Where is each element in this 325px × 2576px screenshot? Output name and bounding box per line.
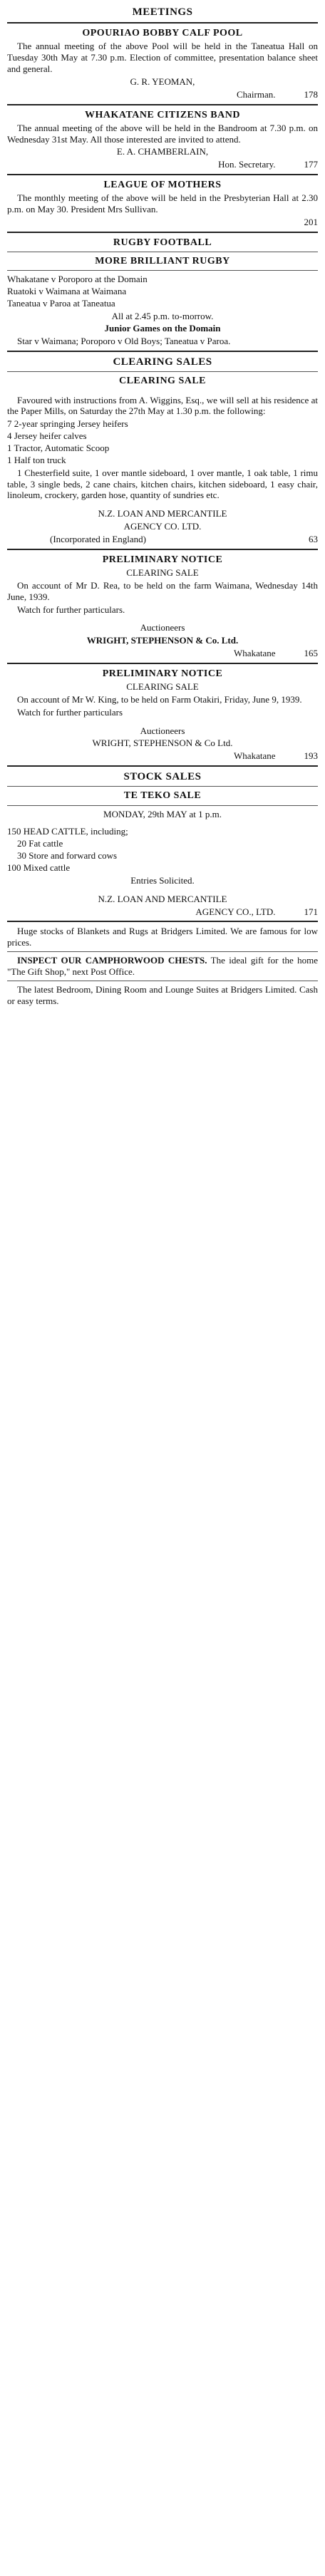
rugby-fixture: Ruatoki v Waimana at Waimana bbox=[7, 285, 127, 296]
league-mothers-body: The monthly meeting of the above will be held in the Presbyterian Hall at 2.30 p.m. on May 30. President Mrs Sullivan. bbox=[7, 192, 318, 215]
notice-title: PRELIMINARY NOTICE bbox=[102, 554, 223, 565]
ad-blankets: Huge stocks of Blankets and Rugs at Bridgers Limited. We are famous for low prices. bbox=[7, 926, 318, 948]
preliminary-notice-king bbox=[7, 668, 318, 762]
agent-line-1: N.Z. LOAN AND MERCANTILE bbox=[98, 893, 227, 904]
preliminary-notice-rea bbox=[7, 554, 318, 659]
divider bbox=[7, 786, 318, 787]
notice-watch: Watch for further particulars bbox=[17, 706, 123, 718]
rugby-title: RUGBY FOOTBALL bbox=[113, 237, 212, 248]
divider bbox=[7, 351, 318, 352]
divider bbox=[7, 549, 318, 550]
rugby-time: All at 2.45 p.m. to-morrow. bbox=[111, 310, 214, 321]
calf-pool-role: Chairman. bbox=[236, 88, 276, 100]
calf-pool-body: The annual meeting of the above Pool will be held in the Taneatua Hall on Tuesday 30th May at 7.30 p.m. Election of committee, presentation balance sheet and general. bbox=[7, 41, 318, 75]
sale-item: 100 Mixed cattle bbox=[7, 862, 71, 873]
citizens-band-footer bbox=[7, 159, 318, 170]
te-teko-footer bbox=[7, 906, 318, 918]
ad-bedroom: The latest Bedroom, Dining Room and Lounge Suites at Bridgers Limited. Cash or easy terms. bbox=[7, 983, 318, 1006]
divider bbox=[7, 270, 318, 271]
notice-firm: WRIGHT, STEPHENSON & Co. Ltd. bbox=[86, 635, 239, 646]
notice-firm: WRIGHT, STEPHENSON & Co Ltd. bbox=[92, 738, 233, 749]
divider bbox=[7, 174, 318, 175]
notice-ref: 193 bbox=[304, 750, 318, 762]
agent-line-2: AGENCY CO. LTD. bbox=[123, 521, 202, 532]
citizens-band-notice bbox=[7, 109, 318, 171]
rugby-fixture: Taneatua v Paroa at Taneatua bbox=[7, 297, 115, 309]
sale-item: 20 Fat cattle bbox=[17, 838, 63, 849]
stock-sales-heading: STOCK SALES bbox=[123, 771, 202, 783]
clearing-sale-ref: 63 bbox=[309, 533, 318, 544]
te-teko-sale bbox=[7, 790, 318, 917]
agent-line-2: AGENCY CO., LTD. bbox=[195, 906, 276, 917]
notice-place: Whakatane bbox=[234, 648, 276, 659]
te-teko-ref: 171 bbox=[304, 906, 318, 917]
sale-item: 150 HEAD CATTLE, including; bbox=[7, 826, 128, 837]
notice-footer bbox=[7, 750, 318, 762]
notice-auctioneers: Auctioneers bbox=[140, 622, 185, 633]
clearing-sale-wiggins bbox=[7, 375, 318, 544]
agent-note: (Incorporated in England) bbox=[50, 533, 147, 544]
calf-pool-signer: G. R. YEOMAN, bbox=[130, 76, 195, 87]
calf-pool-footer bbox=[7, 89, 318, 100]
league-mothers-footer bbox=[7, 217, 318, 228]
calf-pool-title: OPOURIAO BOBBY CALF POOL bbox=[82, 28, 243, 39]
clearing-sale-title: CLEARING SALE bbox=[118, 376, 207, 387]
sale-item: 1 Tractor, Automatic Scoop bbox=[7, 442, 110, 453]
calf-pool-notice bbox=[7, 27, 318, 100]
notice-auctioneers: Auctioneers bbox=[140, 725, 185, 736]
clearing-sales-heading: CLEARING SALES bbox=[113, 356, 212, 368]
rugby-notice bbox=[7, 237, 318, 347]
league-mothers-title: LEAGUE OF MOTHERS bbox=[103, 180, 222, 191]
ad-chests bbox=[7, 955, 318, 978]
league-mothers-notice bbox=[7, 179, 318, 228]
notice-subtitle: CLEARING SALE bbox=[126, 681, 199, 693]
te-teko-date: MONDAY, 29th MAY at 1 p.m. bbox=[103, 808, 222, 819]
calf-pool-ref: 178 bbox=[304, 88, 318, 100]
clearing-sale-footer bbox=[7, 534, 318, 545]
rugby-junior-text: Star v Waimana; Poroporo v Old Boys; Taneatua v Paroa. bbox=[17, 336, 231, 347]
ad-chests-bold: INSPECT OUR CAMPHORWOOD CHESTS. bbox=[17, 955, 207, 966]
notice-title: PRELIMINARY NOTICE bbox=[102, 668, 223, 679]
ad-chests-rest: The ideal gift for the home "The Gift Shop," next Post Office. bbox=[7, 955, 319, 977]
meetings-heading: MEETINGS bbox=[132, 6, 193, 18]
notice-footer bbox=[7, 648, 318, 659]
divider bbox=[7, 663, 318, 664]
league-mothers-ref: 201 bbox=[304, 216, 318, 227]
notice-ref: 165 bbox=[304, 648, 318, 659]
clearing-sale-furniture: 1 Chesterfield suite, 1 over mantle sideboard, 1 over mantle, 1 oak table, 1 rimu table, 3 single beds, 2 cane chairs, kitchen chairs, kitchen sideboard, 1 easy chair, linoleum, crockery, garden hose, quantity of sundries etc. bbox=[7, 467, 318, 501]
divider bbox=[7, 951, 318, 952]
te-teko-entries: Entries Solicited. bbox=[130, 874, 195, 886]
agent-line-1: N.Z. LOAN AND MERCANTILE bbox=[98, 508, 227, 519]
clearing-sale-body: Favoured with instructions from A. Wiggins, Esq., we will sell at his residence at the Paper Mills, on Saturday the 27th May at 1.30 p.m. the following: bbox=[7, 394, 318, 417]
citizens-band-title: WHAKATANE CITIZENS BAND bbox=[85, 109, 240, 120]
sale-item: 30 Store and forward cows bbox=[17, 850, 118, 862]
divider bbox=[7, 805, 318, 806]
rugby-junior-heading: Junior Games on the Domain bbox=[104, 323, 221, 334]
notice-body: On account of Mr D. Rea, to be held on the farm Waimana, Wednesday 14th June, 1939. bbox=[7, 579, 318, 602]
rugby-fixture: Whakatane v Poroporo at the Domain bbox=[7, 274, 148, 284]
divider bbox=[7, 921, 318, 922]
citizens-band-ref: 177 bbox=[304, 159, 318, 170]
notice-subtitle: CLEARING SALE bbox=[126, 567, 199, 578]
divider bbox=[7, 765, 318, 767]
rugby-subtitle: MORE BRILLIANT RUGBY bbox=[95, 255, 230, 267]
divider bbox=[7, 371, 318, 372]
citizens-band-signer: E. A. CHAMBERLAIN, bbox=[116, 146, 209, 157]
divider bbox=[7, 104, 318, 105]
te-teko-title: TE TEKO SALE bbox=[123, 790, 202, 802]
sale-item: 4 Jersey heifer calves bbox=[7, 430, 87, 442]
notice-body: On account of Mr W. King, to be held on Farm Otakiri, Friday, June 9, 1939. bbox=[17, 693, 302, 705]
sale-item: 1 Half ton truck bbox=[7, 454, 66, 465]
citizens-band-role: Hon. Secretary. bbox=[218, 159, 276, 170]
notice-watch: Watch for further particulars. bbox=[17, 604, 125, 615]
notice-place: Whakatane bbox=[234, 750, 276, 762]
divider bbox=[7, 22, 318, 24]
divider bbox=[7, 232, 318, 233]
sale-item: 7 2-year springing Jersey heifers bbox=[7, 418, 128, 430]
citizens-band-body: The annual meeting of the above will be held in the Bandroom at 7.30 p.m. on Wednesday 31st May. All those interested are invited to attend. bbox=[7, 122, 318, 145]
